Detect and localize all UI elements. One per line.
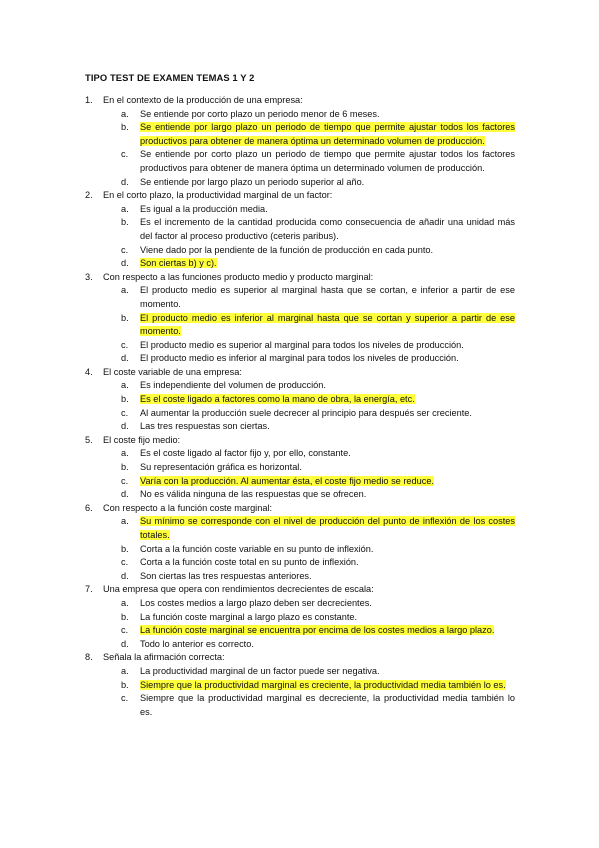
question-text: En el corto plazo, la productividad marginal de un factor: [103, 190, 333, 201]
option-text: Siempre que la productividad marginal es creciente, la productividad media también lo es. [140, 679, 506, 690]
question-number: 6. [85, 502, 93, 513]
option-text-wrap [140, 461, 515, 475]
option-text-wrap [140, 515, 515, 542]
option-text: Los costes medios a largo plazo deben ser decrecientes. [140, 597, 372, 608]
option-text: No es válida ninguna de las respuestas que se ofrecen. [140, 489, 367, 500]
option-list [85, 284, 515, 366]
option-text: Viene dado por la pendiente de la función de producción en cada punto. [140, 244, 434, 255]
answer-option [121, 597, 515, 611]
option-letter: d. [121, 353, 129, 364]
option-text: Es el incremento de la cantidad producida como consecuencia de añadir una unidad más del factor al proceso productivo (ceteris paribus). [140, 217, 515, 241]
option-text-wrap [140, 611, 515, 625]
option-letter: d. [121, 489, 129, 500]
answer-option [121, 108, 515, 122]
option-text-wrap [140, 420, 515, 434]
option-letter: b. [121, 312, 129, 323]
option-text-wrap [140, 203, 515, 217]
option-text: Corta a la función coste total en su punto de inflexión. [140, 557, 359, 568]
option-text-wrap [140, 543, 515, 557]
answer-option-highlighted [121, 679, 515, 693]
option-text-wrap [140, 407, 515, 421]
option-text-wrap [140, 352, 515, 366]
option-letter: a. [121, 597, 129, 608]
question-text: Con respecto a la función coste marginal: [103, 502, 273, 513]
question-7 [85, 583, 515, 651]
option-list [85, 379, 515, 433]
option-text-wrap [140, 570, 515, 584]
option-text-wrap [140, 284, 515, 311]
answer-option [121, 488, 515, 502]
answer-option-highlighted [121, 515, 515, 542]
option-text-wrap [140, 121, 515, 148]
question-1 [85, 94, 515, 189]
option-text-wrap [140, 597, 515, 611]
option-letter: c. [121, 339, 129, 350]
option-letter: c. [121, 407, 129, 418]
option-letter: c. [121, 557, 129, 568]
question-text: Una empresa que opera con rendimientos decrecientes de escala: [103, 584, 374, 595]
option-letter: a. [121, 448, 129, 459]
question-stem [85, 94, 515, 108]
answer-option [121, 556, 515, 570]
answer-option [121, 176, 515, 190]
option-letter: d. [121, 421, 129, 432]
option-text-wrap [140, 393, 515, 407]
option-text: Siempre que la productividad marginal es decreciente, la productividad media también lo es. [140, 693, 515, 717]
option-text: Son ciertas b) y c). [140, 258, 217, 269]
option-letter: d. [121, 258, 129, 269]
option-text: Corta a la función coste variable en su punto de inflexión. [140, 543, 374, 554]
answer-option-highlighted [121, 257, 515, 271]
answer-option-highlighted [121, 624, 515, 638]
answer-option [121, 461, 515, 475]
option-letter: a. [121, 203, 129, 214]
option-text-wrap [140, 379, 515, 393]
option-list [85, 447, 515, 501]
question-text: El coste variable de una empresa: [103, 366, 242, 377]
option-letter: a. [121, 108, 129, 119]
option-text: La productividad marginal de un factor puede ser negativa. [140, 665, 380, 676]
question-text: Con respecto a las funciones producto medio y producto marginal: [103, 271, 374, 282]
option-text: El producto medio es inferior al marginal para todos los niveles de producción. [140, 353, 459, 364]
option-text-wrap [140, 148, 515, 175]
option-text: Se entiende por largo plazo un periodo superior al año. [140, 176, 365, 187]
answer-option [121, 692, 515, 719]
question-3 [85, 271, 515, 366]
option-letter: d. [121, 176, 129, 187]
option-text-wrap [140, 176, 515, 190]
option-text: Al aumentar la producción suele decrecer al principio para después ser creciente. [140, 407, 472, 418]
question-list [85, 94, 515, 719]
option-list [85, 203, 515, 271]
answer-option [121, 379, 515, 393]
answer-option [121, 611, 515, 625]
option-text-wrap [140, 624, 515, 638]
question-text: El coste fijo medio: [103, 434, 181, 445]
answer-option [121, 407, 515, 421]
option-text: Varía con la producción. Al aumentar ésta, el coste fijo medio se reduce. [140, 475, 434, 486]
option-letter: c. [121, 149, 129, 160]
option-text: El producto medio es superior al marginal hasta que se cortan, e inferior a partir de ese momento. [140, 285, 515, 309]
option-list [85, 665, 515, 719]
option-letter: c. [121, 244, 129, 255]
question-number: 8. [85, 652, 93, 663]
option-letter: d. [121, 570, 129, 581]
option-text: El producto medio es inferior al marginal hasta que se cortan y superior a partir de ese momento. [140, 312, 515, 337]
option-text: Es igual a la producción media. [140, 203, 268, 214]
option-text-wrap [140, 108, 515, 122]
answer-option-highlighted [121, 393, 515, 407]
option-text: Su representación gráfica es horizontal. [140, 462, 302, 473]
question-number: 2. [85, 190, 93, 201]
option-text-wrap [140, 447, 515, 461]
option-text: El producto medio es superior al marginal para todos los niveles de producción. [140, 339, 464, 350]
option-text: Son ciertas las tres respuestas anteriores. [140, 570, 312, 581]
option-letter: a. [121, 665, 129, 676]
option-list [85, 597, 515, 651]
option-text: La función coste marginal a largo plazo es constante. [140, 611, 358, 622]
option-text: Su mínimo se corresponde con el nivel de producción del punto de inflexión de los costes totales. [140, 516, 515, 540]
question-number: 1. [85, 95, 93, 105]
option-letter: b. [121, 543, 129, 554]
option-text-wrap [140, 679, 515, 693]
option-letter: a. [121, 380, 129, 391]
answer-option [121, 447, 515, 461]
question-stem [85, 502, 515, 516]
option-letter: b. [121, 611, 129, 622]
option-text-wrap [140, 556, 515, 570]
answer-option [121, 203, 515, 217]
answer-option-highlighted [121, 121, 515, 148]
option-letter: d. [121, 638, 129, 649]
option-letter: b. [121, 679, 129, 690]
option-list [85, 108, 515, 190]
option-text: Es el coste ligado a factores como la mano de obra, la energía, etc. [140, 394, 415, 405]
question-stem [85, 434, 515, 448]
question-stem [85, 271, 515, 285]
question-number: 7. [85, 584, 93, 595]
question-number: 4. [85, 366, 93, 377]
option-text-wrap [140, 312, 515, 339]
answer-option [121, 352, 515, 366]
option-letter: c. [121, 625, 129, 636]
answer-option-highlighted [121, 475, 515, 489]
answer-option [121, 284, 515, 311]
question-6 [85, 502, 515, 584]
option-text: Las tres respuestas son ciertas. [140, 421, 270, 432]
option-text: Es independiente del volumen de producción. [140, 380, 326, 391]
question-8 [85, 651, 515, 719]
option-text-wrap [140, 475, 515, 489]
question-number: 3. [85, 271, 93, 282]
option-text: Todo lo anterior es correcto. [140, 638, 254, 649]
option-letter: c. [121, 693, 129, 704]
answer-option [121, 420, 515, 434]
answer-option [121, 570, 515, 584]
document-title: TIPO TEST DE EXAMEN TEMAS 1 Y 2 [85, 72, 255, 83]
option-text-wrap [140, 216, 515, 243]
answer-option-highlighted [121, 312, 515, 339]
question-stem [85, 583, 515, 597]
option-letter: b. [121, 122, 129, 133]
option-letter: b. [121, 394, 129, 405]
answer-option [121, 638, 515, 652]
question-2 [85, 189, 515, 271]
question-number: 5. [85, 434, 93, 445]
answer-option [121, 244, 515, 258]
option-list [85, 515, 515, 583]
option-text-wrap [140, 339, 515, 353]
question-4 [85, 366, 515, 434]
option-text-wrap [140, 692, 515, 719]
question-text: En el contexto de la producción de una empresa: [103, 95, 303, 105]
option-text: Se entiende por corto plazo un periodo de tiempo que permite ajustar todos los factores productivos para obtener de manera óptima un determinado volumen de producción. [140, 149, 515, 173]
option-letter: c. [121, 475, 129, 486]
option-letter: b. [121, 462, 129, 473]
option-text: Se entiende por largo plazo un periodo de tiempo que permite ajustar todos los factores productivos para obtener de manera óptima un determinado volumen de producción. [140, 122, 515, 146]
option-text-wrap [140, 244, 515, 258]
option-text-wrap [140, 257, 515, 271]
answer-option [121, 543, 515, 557]
option-letter: a. [121, 516, 129, 527]
question-stem [85, 651, 515, 665]
option-text: La función coste marginal se encuentra por encima de los costes medios a largo plazo. [140, 625, 495, 636]
question-stem [85, 366, 515, 380]
question-5 [85, 434, 515, 502]
option-text-wrap [140, 665, 515, 679]
option-letter: a. [121, 285, 129, 296]
option-text: Se entiende por corto plazo un periodo menor de 6 meses. [140, 108, 380, 119]
answer-option [121, 216, 515, 243]
option-letter: b. [121, 217, 129, 228]
option-text-wrap [140, 638, 515, 652]
answer-option [121, 665, 515, 679]
answer-option [121, 148, 515, 175]
question-text: Señala la afirmación correcta: [103, 652, 225, 663]
option-text-wrap [140, 488, 515, 502]
option-text: Es el coste ligado al factor fijo y, por ello, constante. [140, 448, 351, 459]
answer-option [121, 339, 515, 353]
question-stem [85, 189, 515, 203]
